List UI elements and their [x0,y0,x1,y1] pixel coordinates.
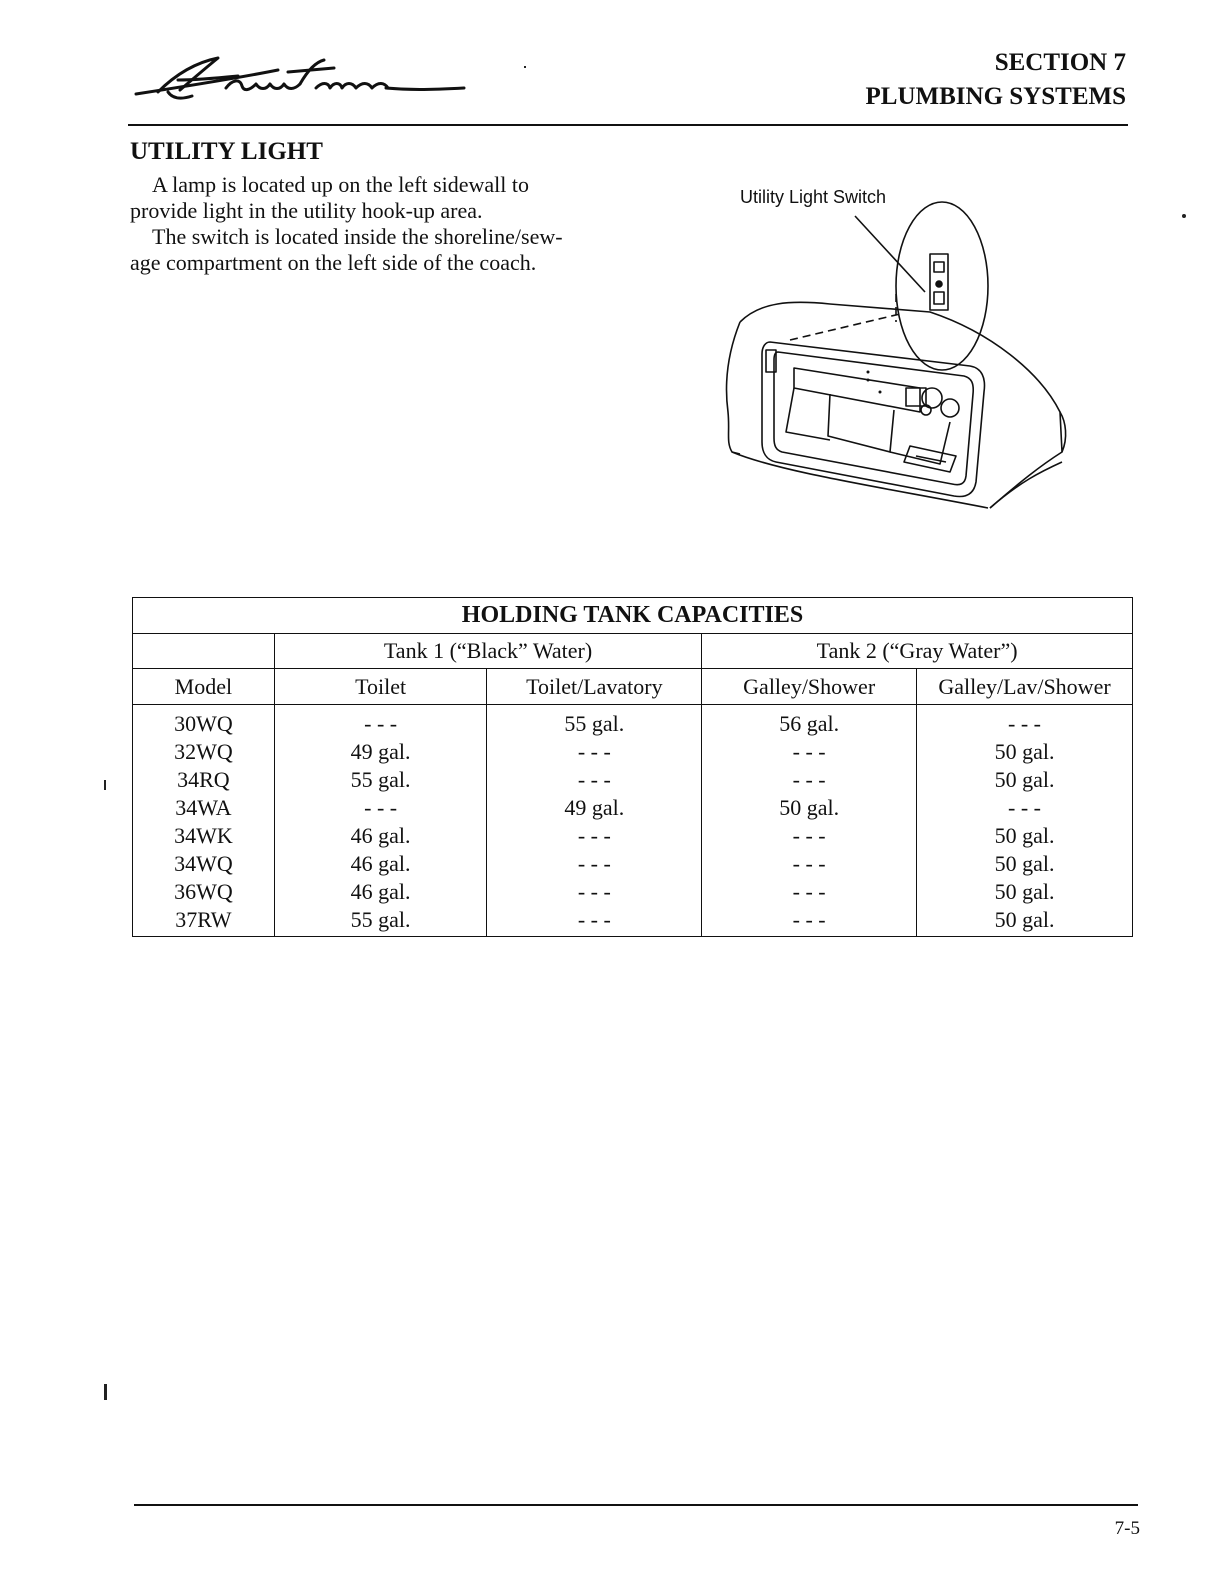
section-header [866,46,1126,114]
utility-light-body [130,172,610,276]
page-number: 7-5 [1114,1518,1140,1539]
table-cell: 34WQ [174,851,233,876]
toilet-lavatory-column [487,705,702,937]
table-cell: 46 gal. [350,823,411,848]
table-cell: 32WQ [174,739,233,764]
scan-speck [104,780,106,790]
paragraph-line: provide light in the utility hook-up area. [130,198,483,223]
table-cell: 50 gal. [779,795,840,820]
column-header-galley-lav-shower: Galley/Lav/Shower [917,669,1133,705]
section-title: PLUMBING SYSTEMS [865,83,1126,110]
table-cell: 50 gal. [994,851,1055,876]
table-cell: - - - [792,823,826,848]
paragraph-line: The switch is located inside the shoreline/sew- [152,224,563,249]
toilet-column [274,705,487,937]
footer-rule [134,1504,1138,1506]
table-cell: 37RW [175,907,232,932]
column-header-galley-shower: Galley/Shower [702,669,917,705]
table-cell: - - - [792,907,826,932]
table-cell: - - - [577,851,611,876]
table-cell: - - - [364,711,398,736]
table-cell: 34WK [174,823,233,848]
table-cell: - - - [364,795,398,820]
table-title: HOLDING TANK CAPACITIES [133,598,1133,634]
table-body [133,705,1133,937]
table-cell: 56 gal. [779,711,840,736]
figure-label: Utility Light Switch [740,187,887,207]
table-cell: - - - [792,767,826,792]
table-cell: - - - [577,767,611,792]
holding-tank-capacities-table [132,597,1133,937]
table-cell: 50 gal. [994,767,1055,792]
table-cell: 49 gal. [350,739,411,764]
table-cell: - - - [1008,711,1042,736]
scan-speck [524,66,526,68]
table-cell: 50 gal. [994,739,1055,764]
table-cell: 55 gal. [564,711,625,736]
column-header-model: Model [133,669,275,705]
table-cell: 55 gal. [350,907,411,932]
table-cell: - - - [792,879,826,904]
utility-light-heading: UTILITY LIGHT [130,138,323,165]
scan-speck [104,1384,107,1400]
table-cell: - - - [577,739,611,764]
table-cell: - - - [577,907,611,932]
table-cell: 49 gal. [564,795,625,820]
table-cell: 55 gal. [350,767,411,792]
column-header-toilet-lavatory: Toilet/Lavatory [487,669,702,705]
table-cell: 36WQ [174,879,233,904]
table-cell: 50 gal. [994,907,1055,932]
table-cell: 34RQ [177,767,230,792]
table-cell: - - - [1008,795,1042,820]
header-rule [128,124,1128,126]
table-cell: 46 gal. [350,879,411,904]
table-cell: - - - [577,823,611,848]
table-cell: 50 gal. [994,879,1055,904]
section-number: SECTION 7 [994,49,1126,76]
tank-1-group-header: Tank 1 (“Black” Water) [274,634,701,669]
table-cell: - - - [792,739,826,764]
paragraph-line: A lamp is located up on the left sidewall to [152,172,529,197]
table-cell: 34WA [175,795,232,820]
galley-shower-column [702,705,917,937]
table-cell: 30WQ [174,711,233,736]
table-cell: 46 gal. [350,851,411,876]
galley-lav-shower-column [917,705,1133,937]
empty-group-header [133,634,275,669]
tank-2-group-header: Tank 2 (“Gray Water”) [702,634,1133,669]
scan-speck [1182,214,1186,218]
column-header-toilet: Toilet [274,669,487,705]
paragraph-line: age compartment on the left side of the coach. [130,250,537,275]
table-cell: - - - [577,879,611,904]
model-column [133,705,275,937]
utility-compartment-illustration-icon [720,182,1100,522]
table-cell: - - - [792,851,826,876]
adventurer-script-logo-icon [128,42,468,112]
table-cell: 50 gal. [994,823,1055,848]
